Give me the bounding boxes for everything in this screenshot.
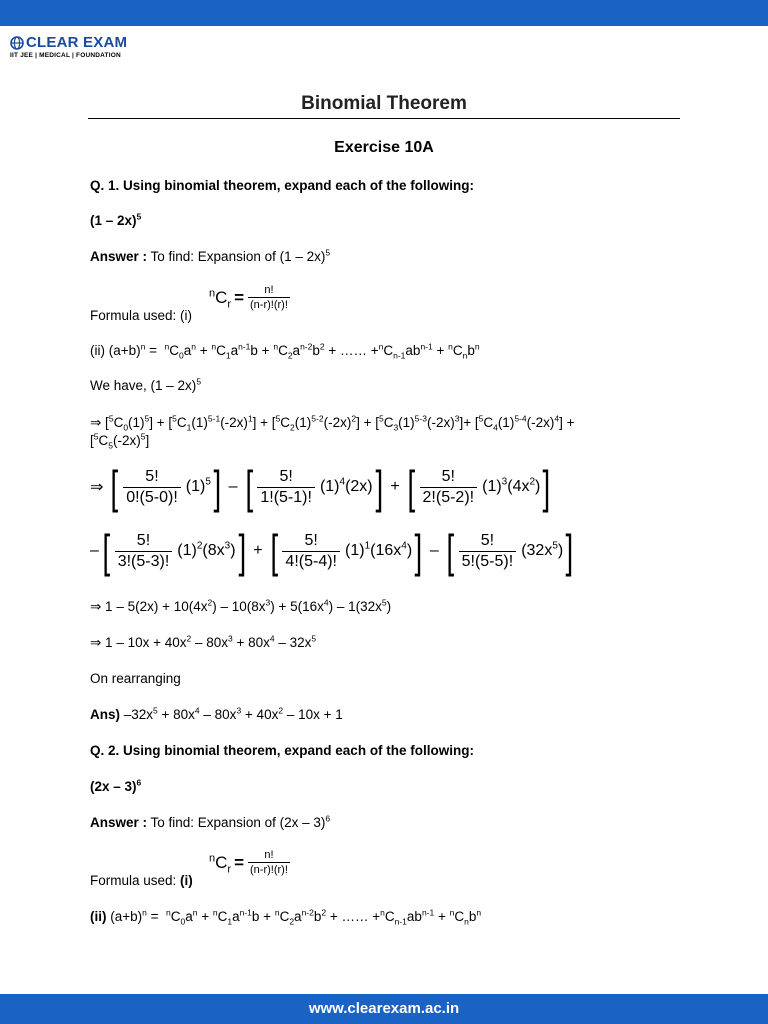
q1-rearranging: On rearranging <box>90 671 181 686</box>
footer-url[interactable]: www.clearexam.ac.in <box>308 1000 460 1017</box>
q1-final-answer: Ans) $-32x^5 + 80x^4 - 80x^3 + 40x^2 - 10x + 1$ <box>90 705 343 722</box>
q2-expression: (2x – 3)$^6$ <box>90 777 142 794</box>
page-title: Binomial Theorem <box>301 93 467 114</box>
top-banner <box>0 0 768 26</box>
footer-banner <box>0 994 768 1024</box>
q1-question: Q. 1. Using binomial theorem, expand each of the following: <box>90 178 475 193</box>
q1-ncr-formula: $^nC_r$ = $\frac{n!}{(n-r)!(r)!}$ <box>209 284 288 311</box>
q1-formula-ii: (ii) $(a+b)^n = ^nC_0a^n + ^nC_1a^{n-1}b + ^nC_2a^{n-2}b^2$ + …… $+^nC_{n-1}ab^{n-1} + ^nC_nb^n$ <box>90 341 480 361</box>
q1-step-3: ⇒ $1 - 5(2x) + 10(4x^2) - 10(8x^3) + 5(16x^4) - 1(32x^5)$ <box>90 597 392 614</box>
q1-answer: Answer : To find: Expansion of (1 – 2x)$^5$ <box>90 247 331 264</box>
q1-formula-used: Formula used: (i) <box>90 308 193 323</box>
logo-name: CLEAR EXAM <box>26 34 128 51</box>
q1-step-1-cont: $[^5C_5(-2x)^5]$ <box>90 431 150 451</box>
logo <box>10 34 127 59</box>
exercise-title: Exercise 10A <box>334 139 434 156</box>
q1-step-1: ⇒ $[^5C_0(1)^5] + [^5C_1(1)^{5-1}(-2x)^1] + [^5C_2(1)^{5-2}(-2x)^2] + [^5C_3(1)^{5-3}(-2x)^3]+ [^5C_4(1)^{5-4}(-2x)^4]$ + <box>90 413 575 433</box>
q2-ncr-formula: $^nC_r$ = $\frac{n!}{(n-r)!(r)!}$ <box>209 849 288 876</box>
q2-formula-used: Formula used: (i) <box>90 873 193 888</box>
q1-step-2-row1: ⇒ [ $\frac{5!}{0!(5-0)!}$ $(1)^5$ ] – [ $\frac{5!}{1!(5-1)!}$ $(1)^4(2x)$ ] + [ $\frac{5!}{2!(5-2)!}$ $(1)^3(4x^2)$ ] <box>90 461 551 513</box>
q1-step-4: ⇒ $1 - 10x + 40x^2 - 80x^3 + 80x^4 - 32x^5$ <box>90 633 317 650</box>
q1-we-have: We have, (1 – 2x)$^5$ <box>90 376 202 393</box>
q2-question: Q. 2. Using binomial theorem, expand each of the following: <box>90 743 475 758</box>
q2-formula-ii: (ii) $(a+b)^n = ^nC_0a^n + ^nC_1a^{n-1}b + ^nC_2a^{n-2}b^2$ + …… $+^nC_{n-1}ab^{n-1} + ^nC_nb^n$ <box>90 907 482 927</box>
q2-answer: Answer : To find: Expansion of (2x – 3)$^6$ <box>90 813 331 830</box>
q1-expression: (1 – 2x)$^5$ <box>90 211 142 228</box>
q1-step-2-row2: – [ $\frac{5!}{3!(5-3)!}$ $(1)^2(8x^3)$ ] + [ $\frac{5!}{4!(5-4)!}$ $(1)^1(16x^4)$ ] – [ $\frac{5!}{5!(5-5)!}$ $(32x^5)$ ] <box>90 525 574 577</box>
logo-tagline: IIT JEE | MEDICAL | FOUNDATION <box>10 52 121 59</box>
globe-icon <box>10 36 24 50</box>
title-divider <box>88 118 680 119</box>
